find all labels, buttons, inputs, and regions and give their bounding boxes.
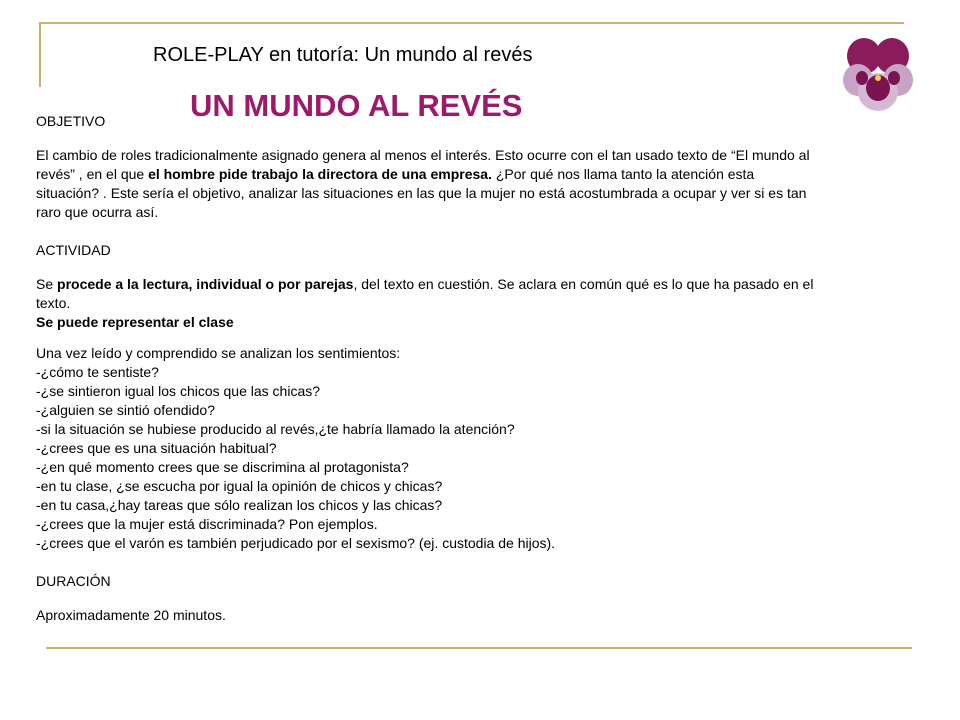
- objetivo-heading: OBJETIVO: [36, 113, 106, 129]
- frame-bottom-line: [46, 647, 912, 649]
- objetivo-text-1: El cambio de roles tradicionalmente asignado genera al menos el interés. Esto ocurre con el tan usado texto de “El mundo al revés” , en el que: [36, 147, 810, 182]
- duracion-text: Aproximadamente 20 minutos.: [36, 607, 226, 623]
- objetivo-bold-1: el hombre pide trabajo la directora de una empresa.: [148, 166, 492, 182]
- list-item: -en tu clase, ¿se escucha por igual la opinión de chicos y chicas?: [36, 478, 443, 494]
- list-item: -¿se sintieron igual los chicos que las chicas?: [36, 383, 321, 399]
- list-item: -¿crees que el varón es también perjudicado por el sexismo? (ej. custodia de hijos).: [36, 535, 556, 551]
- list-item: -¿crees que la mujer está discriminada? Pon ejemplos.: [36, 516, 378, 532]
- pansy-flower-icon: [842, 34, 914, 114]
- frame-top-line: [40, 22, 904, 24]
- actividad-intro: Una vez leído y comprendido se analizan los sentimientos:: [36, 345, 401, 361]
- actividad-heading: ACTIVIDAD: [36, 242, 111, 258]
- duracion-heading: DURACIÓN: [36, 573, 111, 589]
- list-item: -en tu casa,¿hay tareas que sólo realizan los chicos y las chicas?: [36, 497, 443, 513]
- actividad-text-2: , del texto en cuestión. Se aclara en común qué es lo que ha pasado en el texto.: [36, 276, 814, 311]
- page-title: UN MUNDO AL REVÉS: [190, 88, 523, 123]
- slide-title: ROLE-PLAY en tutoría: Un mundo al revés: [153, 44, 533, 66]
- content: [36, 112, 816, 625]
- list-item: -¿crees que es una situación habitual?: [36, 440, 277, 456]
- actividad-text-1: Se: [36, 276, 58, 292]
- frame-left-line: [39, 22, 41, 87]
- objetivo-text-2: ¿Por qué nos llama tanto la atención esta situación? . Este sería el objetivo, analizar las situaciones en las que la mujer no está acostumbrada a ocupar y ver si es tan raro que ocurra así.: [36, 166, 807, 220]
- list-item: -¿cómo te sentiste?: [36, 364, 159, 380]
- list-item: -¿en qué momento crees que se discrimina al protagonista?: [36, 459, 409, 475]
- question-list: [36, 363, 816, 553]
- actividad-paragraph: [36, 275, 816, 313]
- actividad-bold-line: Se puede representar el clase: [36, 314, 234, 330]
- list-item: -si la situación se hubiese producido al revés,¿te habría llamado la atención?: [36, 421, 515, 437]
- objetivo-paragraph: [36, 146, 816, 222]
- actividad-bold-1: procede a la lectura, individual o por parejas: [57, 276, 354, 292]
- list-item: -¿alguien se sintió ofendido?: [36, 402, 216, 418]
